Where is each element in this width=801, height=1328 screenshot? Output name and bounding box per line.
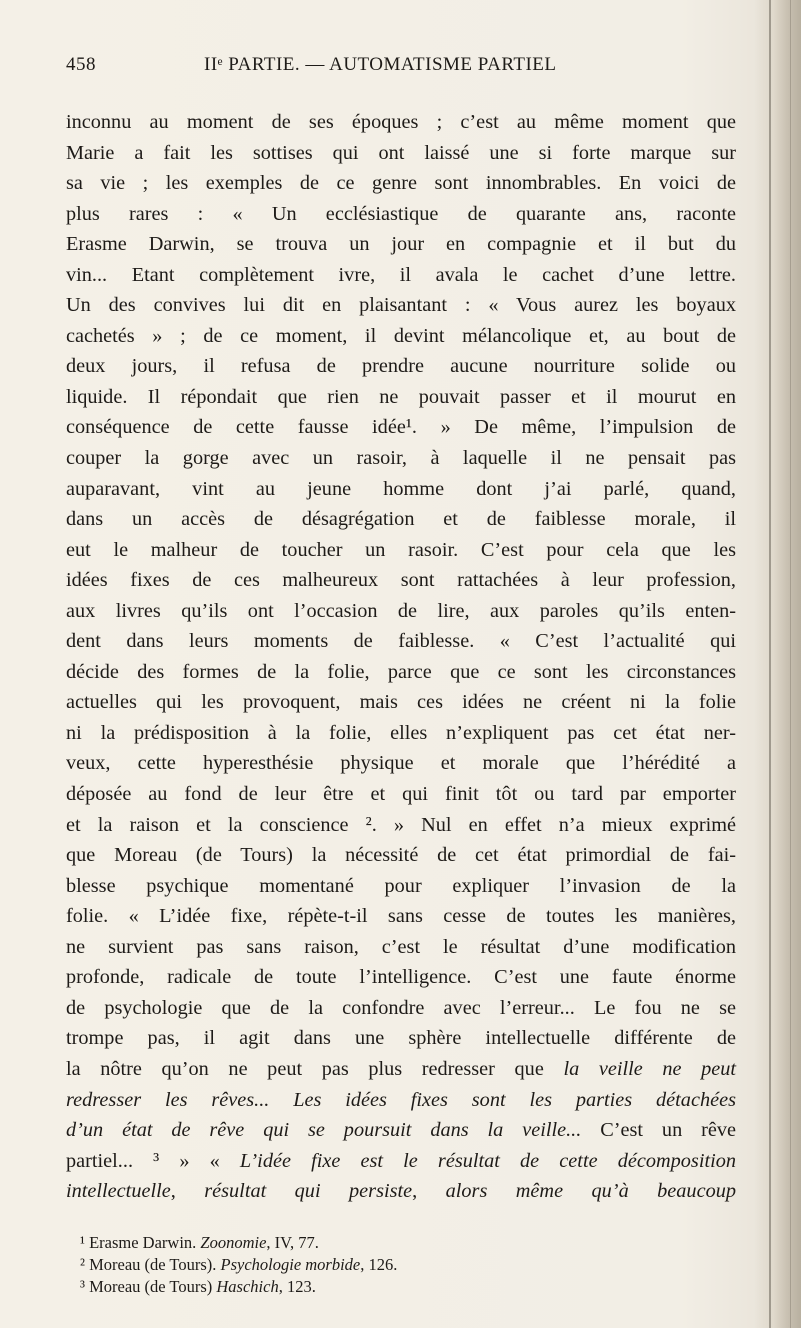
text-line: ne survient pas sans raison, c’est le résultat d’une modification [66,935,736,958]
text-line: conséquence de cette fausse idée¹. » De même, l’impulsion de [66,416,736,439]
text-line: dans un accès de désagrégation et de faiblesse morale, il [66,508,736,531]
text-line-mixed [66,1176,736,1207]
footnote-marker: ¹ [80,1233,85,1252]
text-line: ni la prédisposition à la folie, elles n’expliquent pas cet état ner- [66,721,736,744]
text-line: veux, cette hyperesthésie physique et morale que l’hérédité a [66,752,736,775]
footnote-marker: ³ [80,1277,85,1296]
italic-run: résultat qui persiste [204,1180,413,1203]
text-line: inconnu au moment de ses époques ; c’est au même moment que [66,111,736,133]
footnote-text: Moreau (de Tours). [89,1255,221,1274]
text-line: dent dans leurs moments de faiblesse. « C’est l’actualité qui [66,630,736,653]
italic-run: la veille ne peut [563,1057,736,1080]
page-edge-shadow [755,0,801,1328]
text-run: partiel... ³ » « [66,1149,240,1172]
text-line: sa vie ; les exemples de ce genre sont innombrables. En voici de [66,172,736,195]
text-line: cachetés » ; de ce moment, il devint mélancolique et, au bout de [66,324,736,347]
italic-run: d’un état de rêve qui se poursuit dans la veille... [66,1119,582,1142]
footnotes [66,1232,736,1298]
text-line: et la raison et la conscience ². » Nul en effet n’a mieux exprimé [66,813,736,836]
page-edge-line [769,0,771,1328]
footnote-title: Haschich [216,1277,279,1296]
footnote-marker: ² [80,1255,85,1274]
running-header [66,54,736,84]
footnote-ref: , 123. [278,1277,316,1296]
text-line: déposée au fond de leur être et qui finit tôt ou tard par emporter [66,783,736,806]
footnote-text: Erasme Darwin. [89,1233,201,1252]
footnote-title: Psychologie morbide [220,1255,361,1274]
text-line: aux livres qu’ils ont l’occasion de lire, aux paroles qu’ils enten- [66,599,736,622]
text-line: folie. « L’idée fixe, répète-t-il sans cesse de toutes les manières, [66,905,736,928]
text-line: couper la gorge avec un rasoir, à laquelle il ne pensait pas [66,447,736,470]
text-line: blesse psychique momentané pour expliquer l’invasion de la [66,874,736,897]
text-line: liquide. Il répondait que rien ne pouvait passer et il mourut en [66,385,736,408]
text-line: auparavant, vint au jeune homme dont j’ai parlé, quand, [66,477,736,500]
text-line-mixed [66,1054,736,1085]
footnote [66,1254,736,1276]
text-line-mixed [66,1146,736,1177]
text-line: Erasme Darwin, se trouva un jour en compagnie et il but du [66,233,736,256]
running-title: IIᵉ PARTIE. — AUTOMATISME PARTIEL [204,54,557,75]
text-line: eut le malheur de toucher un rasoir. C’est pour cela que les [66,538,736,561]
text-line: actuelles qui les provoquent, mais ces idées ne créent ni la folie [66,691,736,714]
text-run: la nôtre qu’on ne peut pas plus redresser que [66,1057,544,1080]
italic-run: L’idée fixe est le résultat de cette décomposition [239,1149,737,1172]
text-line: Un des convives lui dit en plaisantant : « Vous aurez les boyaux [66,294,736,317]
footnote [66,1276,736,1298]
body-text [66,107,736,1207]
text-line: trompe pas, il agit dans une sphère intellectuelle différente de [66,1027,736,1050]
text-line: vin... Etant complètement ivre, il avala le cachet d’une lettre. [66,263,736,286]
italic-run: alors même qu’à beaucoup [445,1180,736,1203]
footnote-text: Moreau (de Tours) [89,1277,217,1296]
text-run: , [412,1180,446,1203]
page-number: 458 [66,54,96,75]
text-line-mixed [66,1115,736,1146]
text-line: que Moreau (de Tours) la nécessité de cet état primordial de fai- [66,844,736,867]
text-line: décide des formes de la folie, parce que ce sont les circonstances [66,660,736,683]
footnote-ref: , IV, 77. [266,1233,319,1252]
text-run: C’est un rêve [581,1119,737,1142]
text-run: , [170,1180,205,1203]
italic-run: intellectuelle [66,1180,171,1203]
footnote-title: Zoonomie [200,1233,267,1252]
page-edge-line-outer [790,0,791,1328]
text-line: de psychologie que de la confondre avec l’erreur... Le fou ne se [66,996,736,1019]
text-line: idées fixes de ces malheureux sont rattachées à leur profession, [66,569,736,592]
footnote-ref: , 126. [360,1255,398,1274]
text-line-italic: redresser les rêves... Les idées fixes sont les parties détachées [66,1088,736,1111]
text-line: plus rares : « Un ecclésiastique de quarante ans, raconte [66,202,736,225]
text-line: Marie a fait les sottises qui ont laissé une si forte marque sur [66,141,736,164]
text-line: deux jours, il refusa de prendre aucune nourriture solide ou [66,355,736,378]
footnote [66,1232,736,1254]
text-line: profonde, radicale de toute l’intelligence. C’est une faute énorme [66,966,736,989]
